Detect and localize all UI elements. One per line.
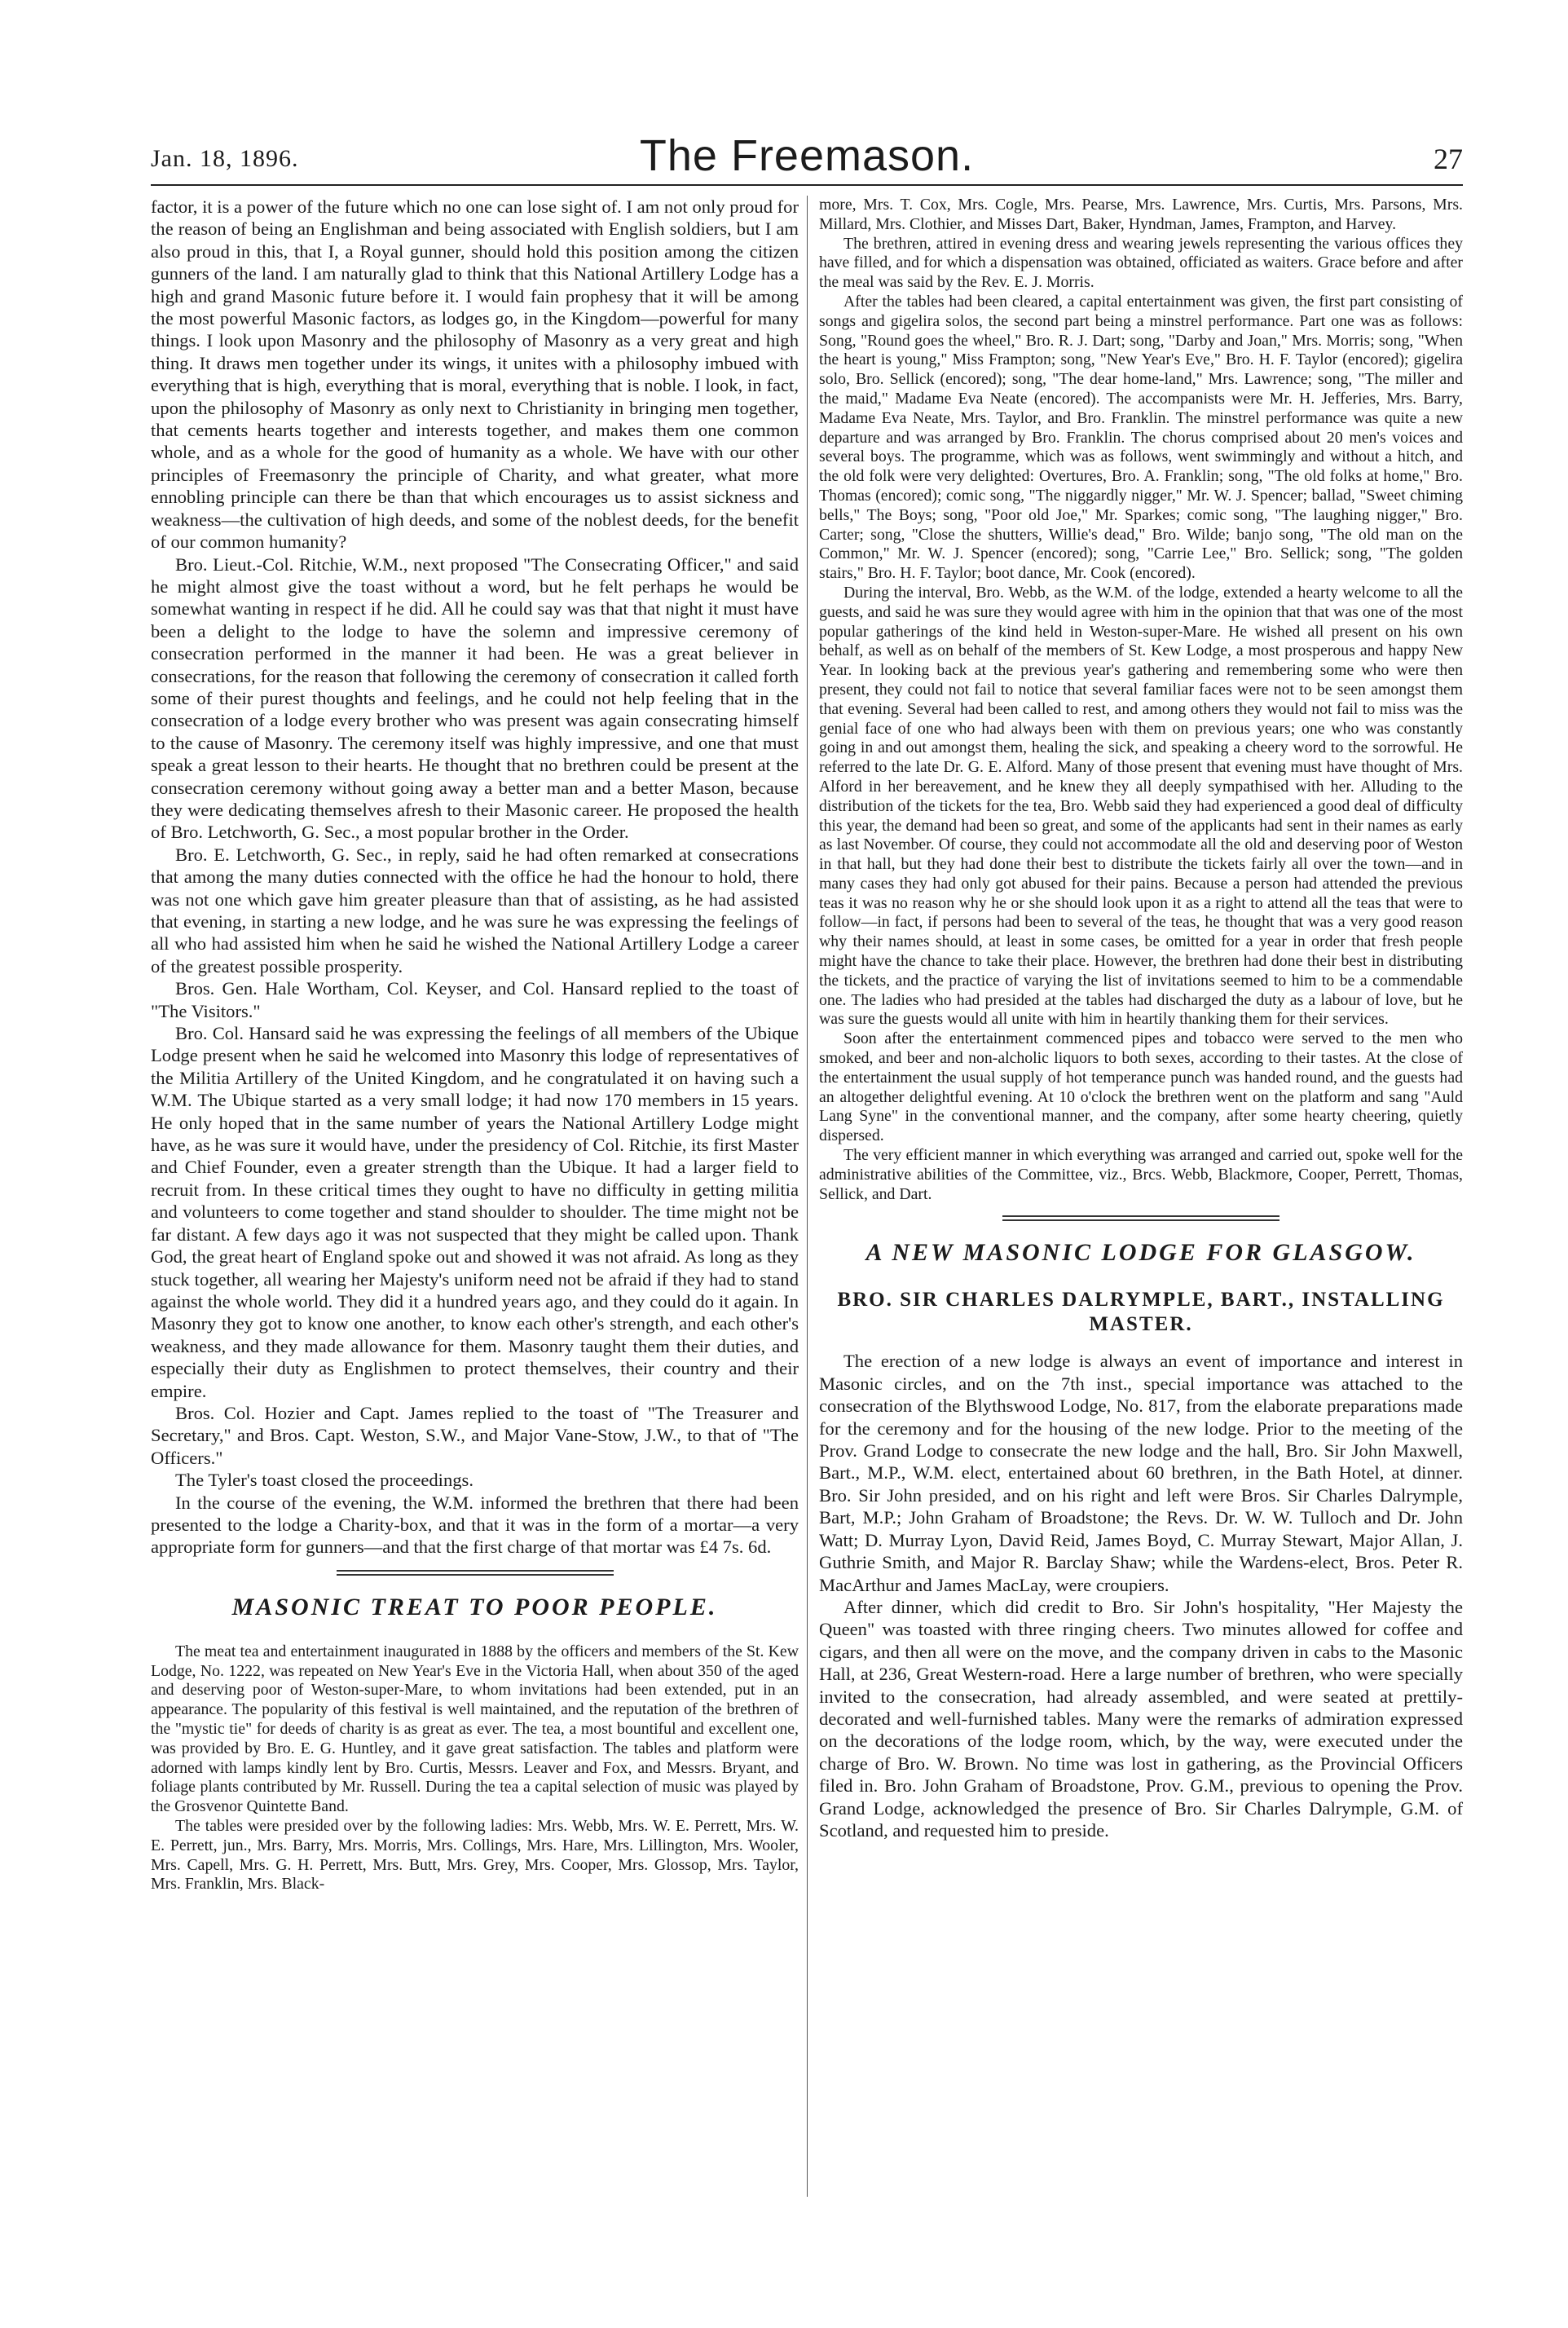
article-paragraph: The erection of a new lodge is always an event of importance and interest in Masonic circles, and on the 7th inst., special importance was attached to the consecration of the Blythswood Lodge, No. 817, from the elaborate preparations made for the ceremony and for the housing of the new lodge. Prior to the meeting of the Prov. Grand Lodge to consecrate the new lodge and the hall, Bro. Sir John Maxwell, Bart., M.P., W.M. elect, entertained about 60 brethren, in the Bath Hotel, at dinner. Bro. Sir John presided, and on his right and left were Bros. Sir Charles Dalrymple, Bart, M.P.; John Graham of Broadstone; the Revs. Dr. W. W. Tulloch and Dr. John Watt; D. Murray Lyon, David Reid, James Boyd, C. Murray Stewart, Major Allan, J. Guthrie Smith, and Major R. Barclay Shaw; while the Wardens-elect, Bros. Peter R. MacArthur and James MacLay, were croupiers. [819,1351,1463,1595]
article-paragraph: Bros. Col. Hozier and Capt. James replied to the toast of "The Treasurer and Secretary," and Bros. Capt. Weston, S.W., and Major Vane-Stow, J.W., to that of "The Officers." [151,1402,799,1468]
section-heading: A NEW MASONIC LODGE FOR GLASGOW. [865,1239,1416,1267]
article-paragraph: The meat tea and entertainment inaugurated in 1888 by the officers and members of the St. Kew Lodge, No. 1222, was repeated on New Year's Eve in the Victoria Hall, when about 350 of the aged and deserving poor of Weston-super-Mare, to whom invitations had been extended, put in an appearance. The popularity of this festival is well maintained, and the reputation of the brethren of the "mystic tie" for deeds of charity is as great as ever. The tea, a most bountiful and excellent one, was provided by Bro. E. G. Huntley, and it gave great satisfaction. The tables and platform were adorned with lamps kindly lent by Bro. Curtis, Messrs. Leaver and Fox, and Messrs. Bryant, and foliage plants contributed by Mr. Russell. During the tea a capital selection of music was played by the Grosvenor Quintette Band. [151,1642,799,1816]
left-column [151,196,799,1894]
article-paragraph: The brethren, attired in evening dress and wearing jewels representing the various offices they have filled, and for which a dispensation was obtained, officiated as waiters. Grace before and after the meal was said by the Rev. E. J. Morris. [819,234,1463,292]
article-paragraph: In the course of the evening, the W.M. informed the brethren that there had been presented to the lodge a Charity-box, and that it was in the form of a mortar—a very appropriate form for gunners—and that the first charge of that mortar was £4 7s. 6d. [151,1492,799,1558]
article-paragraph: Bro. Lieut.-Col. Ritchie, W.M., next proposed "The Consecrating Officer," and said he might almost give the toast without a word, but he felt perhaps he would be somewhat wanting in respect if he did. All he could say was that that night it must have been a delight to the lodge to have the solemn and impressive ceremony of consecration performed in the manner it had been. He was a great believer in consecrations, for the reason that following the ceremony of consecration it called forth some of their purest thoughts and feelings, and he could not help feeling that in the consecration of a lodge every brother who was present was again consecrating himself to the cause of Masonry. The ceremony itself was highly impressive, and one that must speak a great lesson to their hearts. He thought that no brethren could be present at the consecration ceremony without going away a better man and a better Mason, because they were dedicating themselves afresh to their Masonic career. He proposed the health of Bro. Letchworth, G. Sec., a most popular brother in the Order. [151,553,799,843]
article-paragraph: After the tables had been cleared, a capital entertainment was given, the first part consisting of songs and gigelira solos, the second part being a minstrel performance. Part one was as follows: Song, "Round goes the wheel," Bro. R. J. Dart; song, "Darby and Joan," Mrs. Morris; song, "When the heart is young," Miss Frampton; song, "New Year's Eve," Bro. H. F. Taylor (encored); gigelira solo, Bro. Sellick (encored); song, "The dear home-land," Mrs. Lawrence; song, "The miller and the maid," Madame Eva Neate (encored). The accompanists were Mr. H. Jefferies, Mrs. Barry, Madame Eva Neate, Mrs. Taylor, and Bro. Franklin. The minstrel performance was quite a new departure and was arranged by Bro. Franklin. The chorus comprised about 20 men's voices and several boys. The programme, which was as follows, went swimmingly and without a hitch, and the old folk were very delighted: Overtures, Bro. A. Franklin; song, "The old folks at home," Bro. Thomas (encored); comic song, "The niggardly nigger," Mr. W. J. Spencer; ballad, "Sweet chiming bells," The Boys; song, "Poor old Joe," Mr. Sparkes; comic song, "The laughing nigger," Bro. Carter; song, "Close the shutters, Willie's dead," Bro. Wilde; banjo song, "The old man on the Common," Mr. W. J. Spencer (encored); song, "Carrie Lee," Bro. Sellick; song, "The golden stairs," Bro. H. F. Taylor; boot dance, Mr. Cook (encored). [819,292,1463,583]
article-paragraph: The Tyler's toast closed the proceedings. [175,1470,473,1491]
article-paragraph: During the interval, Bro. Webb, as the W.M. of the lodge, extended a hearty welcome to all the guests, and said he was sure they would agree with him in the opinion that that was one of the most popular gatherings of the kind held in Weston-super-Mare. He wished all present on his own behalf, as well as on behalf of the members of St. Kew Lodge, a most prosperous and happy New Year. In looking back at the previous year's gathering and remembering some who were then present, they could not fail to notice that several familiar faces were not to be seen amongst them that evening. Several had been called to rest, and among others they would not fail to miss was the genial face of one who had always been with them on previous years; one who was constantly going in and out amongst them, healing the sick, and speaking a cheery word to the sorrowful. He referred to the late Dr. G. E. Alford. Many of those present that evening must have thought of Mrs. Alford in her bereavement, and he knew they all deeply sympathised with her. Alluding to the distribution of the tickets for the tea, Bro. Webb said they had experienced a good deal of difficulty this year, the demand had been so great, and some of the applicants had sent in their names as early as last November. Of course, they could not accommodate all the old and deserving poor of Weston in that hall, but they had done their best to distribute the tickets fairly all over the town—and in many cases they had only got abused for their pains. Because a person had attended the previous teas it was no reason why he or she should look upon it as a right to attend all the teas that were to follow—in fact, if persons had been to several of the teas, he thought that was a very good reason why their names should, at least in some cases, be omitted for a year in order that fresh people might have the chance to take their place. However, the brethren had done their best in distributing the tickets, and the practice of varying the list of invitations seemed to him to be a commendable one. The ladies who had presided at the tables had discharged the duty as a labour of love, but he was sure the guests would all unite with him in heartily thanking them for their services. [819,583,1463,1029]
article-paragraph: factor, it is a power of the future which no one can lose sight of. I am not only proud for the reason of being an Englishman and being associated with English soldiers, but I am also proud in this, that I, a Royal gunner, should hold this position among the citizen gunners of the land. I am naturally glad to think that this National Artillery Lodge has a high and grand Masonic future before it. I would fain prophesy that it will be among the most powerful Masonic factors, as lodges go, in the Kingdom—powerful for many things. I look upon Masonry and the philosophy of Masonry as a very great and high thing. It draws men together under its wings, it unites with a philosophy imbued with everything that is high, everything that is moral, everything that is noble. I look, in fact, upon the philosophy of Masonry as only next to Christianity in bringing men together, that cements hearts together and interests together, and makes them one common whole, and as a whole for the good of humanity as a whole. We have with our other principles of Freemasonry the principle of Charity, and what greater, what more ennobling principle can there be than that which encourages us to assist sickness and weakness—the cultivation of high deeds, and some of the noblest deeds, for the benefit of our common humanity? [151,196,799,553]
article-paragraph: Bro. Col. Hansard said he was expressing the feelings of all members of the Ubique Lodge present when he said he welcomed into Masonry this lodge of representatives of the Militia Artillery of the United Kingdom, and he congratulated it on having such a W.M. The Ubique started as a very small lodge; it had now 170 members in 15 years. He only hoped that in the same number of years the National Artillery Lodge might have, as he was sure it would have, under the presidency of Col. Ritchie, its first Master and Chief Founder, even a greater strength than the Ubique. It had a larger field to recruit from. In these critical times they ought to have no difficulty in getting militia and volunteers to come together and stand shoulder to shoulder. The time might not be far distant. A few days ago it was not suspected that they might be called upon. Thank God, the great heart of England spoke out and showed it was not afraid. As long as they stuck together, all wearing her Majesty's uniform need not be afraid if they had to stand against the whole world. They did it a hundred years ago, and they could do it again. In Masonry they got to know one another, to know each other's strength, and each other's weakness, and they made allowance for them. Masonry taught them their duties, and especially their duty as Englishmen to protect themselves, their country and their empire. [151,1023,799,1401]
section-subheading: BRO. SIR CHARLES DALRYMPLE, BART., INSTALLING MASTER. [837,1289,1445,1336]
article-paragraph: Soon after the entertainment commenced pipes and tobacco were served to the men who smoked, and beer and non-alcholic liquors to both sexes, according to their tastes. At the close of the entertainment the usual supply of hot temperance punch was handed round, and the guests had an altogether delightful evening. At 10 o'clock the brethren went on the platform and sang "Auld Lang Syne" in the conventional manner, and the company, after some hearty cheering, quietly dispersed. [819,1030,1463,1145]
page-number: 27 [1434,143,1463,175]
section-separator [337,1570,614,1576]
article-paragraph: Bro. E. Letchworth, G. Sec., in reply, said he had often remarked at consecrations that among the many duties connected with the office he had the honour to hold, there was not one which gave him greater pleasure than that of assisting, as he had assisted that evening, in starting a new lodge, and he was sure he was expressing the feelings of all who had assisted him when he said he wished the National Artillery Lodge a career of the greatest possible prosperity. [151,844,799,977]
article-paragraph: more, Mrs. T. Cox, Mrs. Cogle, Mrs. Pearse, Mrs. Lawrence, Mrs. Curtis, Mrs. Parsons, Mrs. Millard, Mrs. Clothier, and Misses Dart, Baker, Hyndman, James, Frampton, and Harvey. [819,196,1463,233]
issue-date: Jan. 18, 1896. [151,145,299,172]
article-paragraph: The tables were presided over by the following ladies: Mrs. Webb, Mrs. W. E. Perrett, Mrs. W. E. Perrett, jun., Mrs. Barry, Mrs. Morris, Mrs. Collings, Mrs. Hare, Mrs. Lillington, Mrs. Wooler, Mrs. Capell, Mrs. G. H. Perrett, Mrs. Butt, Mrs. Grey, Mrs. Cooper, Mrs. Glossop, Mrs. Taylor, Mrs. Franklin, Mrs. Black- [151,1816,799,1894]
masthead [151,121,1463,186]
article-paragraph: Bros. Gen. Hale Wortham, Col. Keyser, and Col. Hansard replied to the toast of "The Visitors." [151,978,799,1021]
section-separator [1002,1215,1280,1221]
column-divider [807,196,808,2197]
newspaper-title: The Freemason. [639,131,975,180]
article-paragraph: The very efficient manner in which everything was arranged and carried out, spoke well for the administrative abilities of the Committee, viz., Brcs. Webb, Blackmore, Cooper, Perrett, Thomas, Sellick, and Dart. [819,1146,1463,1203]
article-paragraph: After dinner, which did credit to Bro. Sir John's hospitality, "Her Majesty the Queen" was toasted with three ringing cheers. Two minutes allowed for coffee and cigars, and then all were on the move, and the company driven in cabs to the Masonic Hall, at 236, Great Western-road. Here a large number of brethren, who were specially invited to the consecration, had already assembled, and were seated at prettily-decorated and well-furnished tables. Many were the remarks of admiration expressed on the decorations of the lodge room, which, by the way, were executed under the charge of Bro. W. Brown. No time was lost in gathering, as the Provincial Officers filed in. Bro. John Graham of Broadstone, Prov. G.M., previous to opening the Prov. Grand Lodge, acknowledged the presence of Bro. Sir Charles Dalrymple, G.M. of Scotland, and requested him to preside. [819,1596,1463,1841]
section-heading: MASONIC TREAT TO POOR PEOPLE. [231,1593,718,1620]
right-column [819,196,1463,1841]
